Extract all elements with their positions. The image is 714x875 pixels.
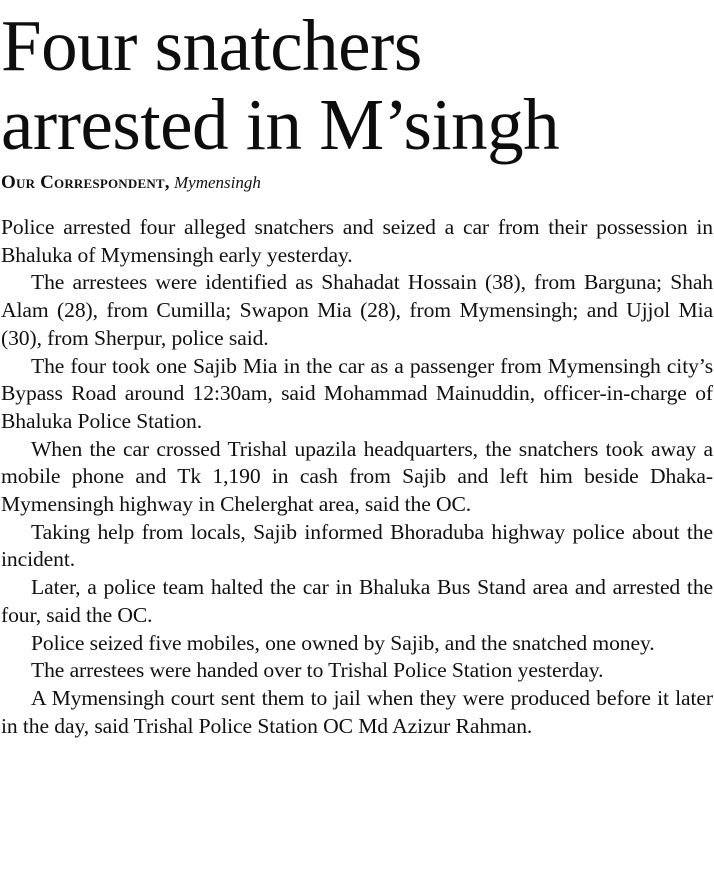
paragraph: The arrestees were handed over to Trishal Police Station yesterday.	[31, 658, 604, 683]
headline-line-2: arrested in M’singh	[1, 84, 560, 165]
headline-line-1: Four snatchers	[1, 5, 422, 86]
paragraph: Later, a police team halted the car in Bhaluka Bus Stand area and arrested the four, said the OC.	[1, 575, 713, 627]
paragraph: The four took one Sajib Mia in the car as a passenger from Mymensingh city’s Bypass Road around 12:30am, said Mohammad Mainuddin, officer-in-charge of Bhaluka Police Station.	[1, 353, 713, 433]
paragraph: A Mymensingh court sent them to jail when they were produced before it later in the day, said Trishal Police Station OC Md Azizur Rahman.	[1, 685, 713, 738]
headline	[1, 0, 713, 164]
paragraph: Police seized five mobiles, one owned by Sajib, and the snatched money.	[31, 630, 655, 655]
byline	[1, 172, 713, 194]
paragraph: The arrestees were identified as Shahadat Hossain (38), from Barguna; Shah Alam (28), from Cumilla; Swapon Mia (28), from Mymensingh; and Ujjol Mia (30), from Sherpur, police said.	[1, 270, 713, 350]
byline-author: Our Correspondent,	[1, 172, 170, 193]
paragraph: When the car crossed Trishal upazila headquarters, the snatchers took away a mobile phone and Tk 1,190 in cash from Sajib and left him beside Dhaka-Mymensingh highway in Chelerghat area, said the OC.	[1, 436, 713, 517]
byline-location: Mymensingh	[173, 173, 261, 192]
paragraph: Taking help from locals, Sajib informed Bhoraduba highway police about the incident.	[1, 519, 713, 572]
article-body	[1, 214, 713, 740]
paragraph: Police arrested four alleged snatchers and seized a car from their possession in Bhaluka of Mymensingh early yesterday.	[1, 215, 713, 267]
